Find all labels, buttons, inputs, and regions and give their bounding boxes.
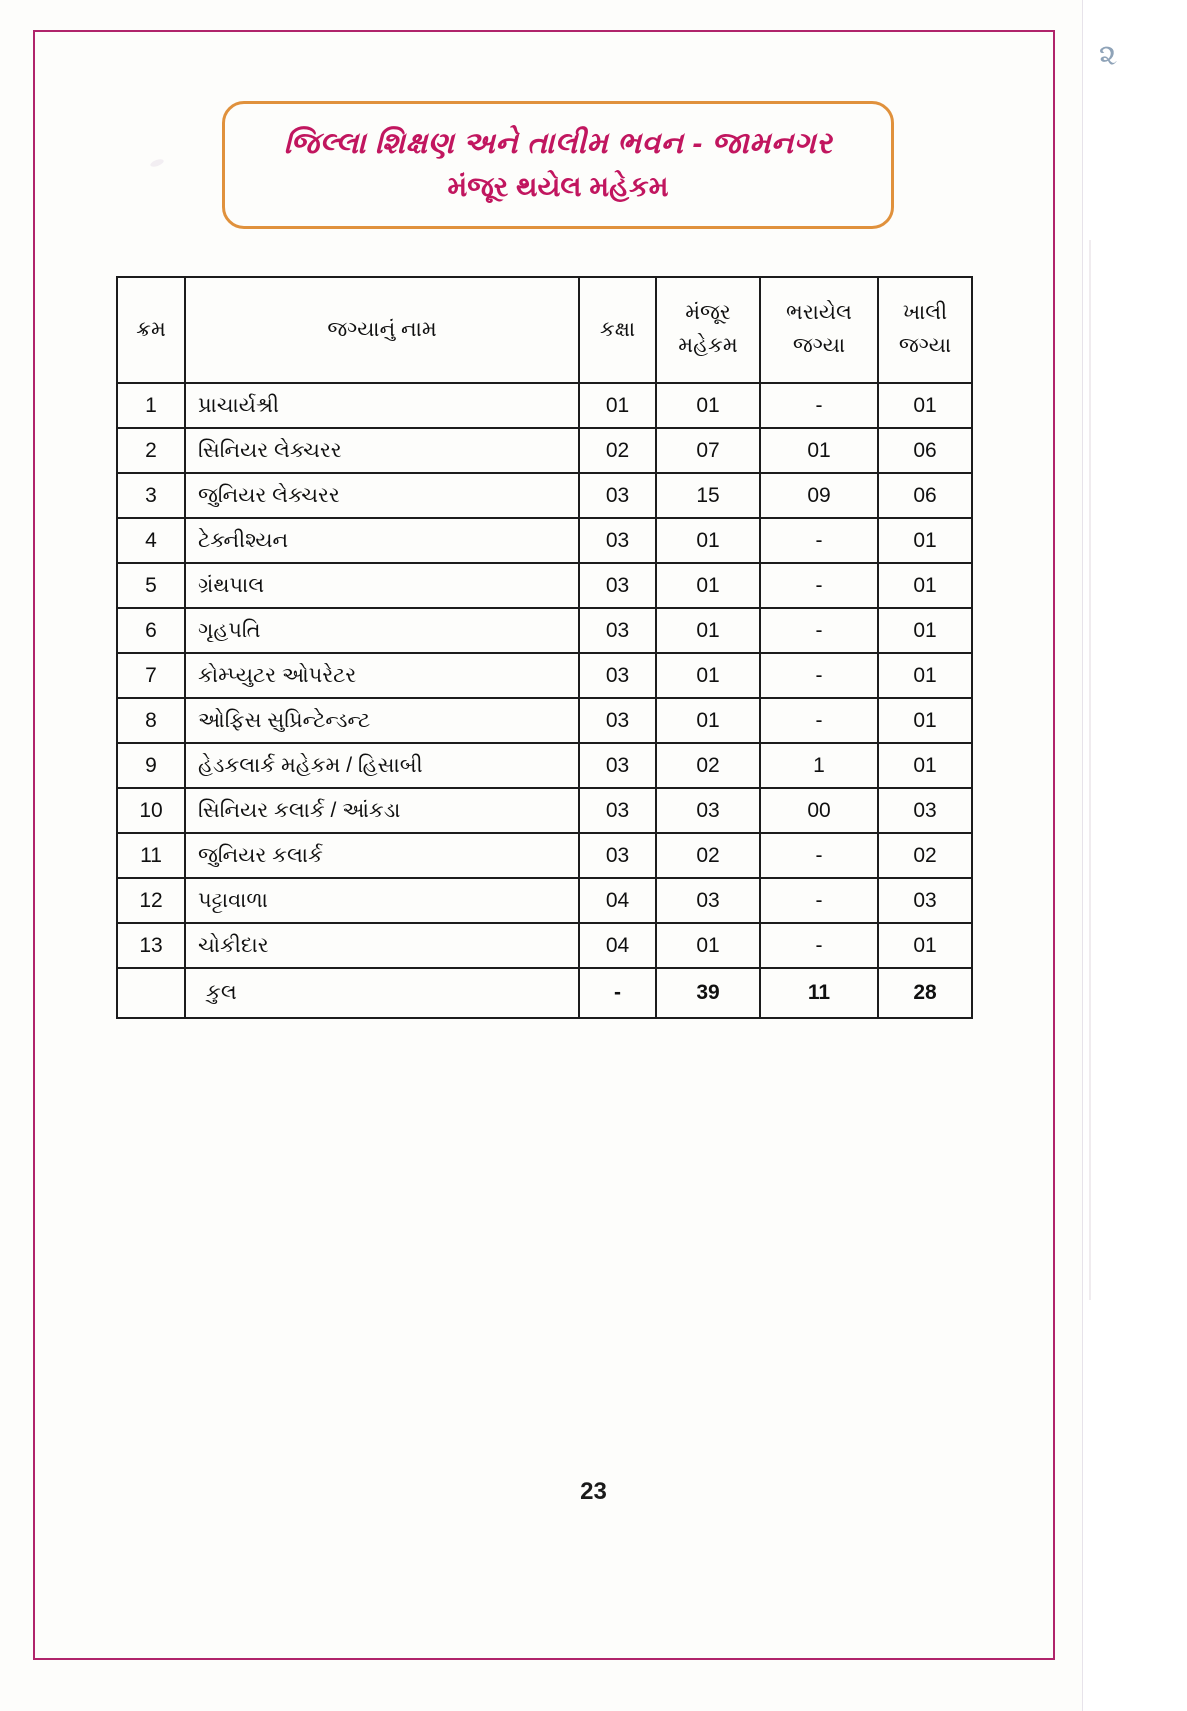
cell-sanctioned: 01 — [656, 698, 760, 743]
cell-vacant: 01 — [878, 698, 972, 743]
cell-class: 01 — [579, 383, 656, 428]
cell-class: 03 — [579, 473, 656, 518]
cell-serial: 2 — [117, 428, 185, 473]
cell-post-name: પટ્ટાવાળા — [185, 878, 579, 923]
cell-class: 03 — [579, 653, 656, 698]
cell-post-name: ગ્રંથપાલ — [185, 563, 579, 608]
cell-post-name: ઓફિસ સુપ્રિન્ટેન્ડન્ટ — [185, 698, 579, 743]
cell-filled: 00 — [760, 788, 878, 833]
page-gutter-strip — [1082, 0, 1187, 1711]
table-row — [117, 923, 972, 968]
cell-serial: 8 — [117, 698, 185, 743]
cell-post-name: જુનિયર લેક્ચરર — [185, 473, 579, 518]
cell-post-name: કોમ્પ્યુટર ઓપરેટર — [185, 653, 579, 698]
cell-filled: - — [760, 923, 878, 968]
cell-filled: - — [760, 878, 878, 923]
table-row — [117, 518, 972, 563]
cell-sanctioned: 03 — [656, 878, 760, 923]
column-header-vacant-top: ખાલી — [902, 301, 948, 325]
table-row — [117, 878, 972, 923]
column-header-filled — [760, 277, 878, 383]
cell-sanctioned: 15 — [656, 473, 760, 518]
table-row — [117, 428, 972, 473]
cell-class: 03 — [579, 743, 656, 788]
cell-post-name: સિનિયર લેક્ચરર — [185, 428, 579, 473]
cell-serial: 12 — [117, 878, 185, 923]
cell-sanctioned: 39 — [656, 968, 760, 1018]
cell-class: 03 — [579, 608, 656, 653]
cell-vacant: 01 — [878, 608, 972, 653]
cell-class: 04 — [579, 923, 656, 968]
cell-serial: 11 — [117, 833, 185, 878]
title-box — [222, 101, 894, 229]
page-subtitle: મંજૂર થયેલ મહેકમ — [447, 170, 669, 202]
cell-filled: - — [760, 518, 878, 563]
cell-serial: 7 — [117, 653, 185, 698]
column-header-vacant — [878, 277, 972, 383]
cell-filled: - — [760, 563, 878, 608]
cell-class: - — [579, 968, 656, 1018]
cell-sanctioned: 01 — [656, 563, 760, 608]
table-total-row — [117, 968, 972, 1018]
cell-vacant: 01 — [878, 743, 972, 788]
cell-post-name: પ્રાચાર્યશ્રી — [185, 383, 579, 428]
sanctioned-staff-table — [116, 276, 973, 1019]
cell-vacant: 01 — [878, 383, 972, 428]
table-row — [117, 383, 972, 428]
column-header-filled-top: ભરાયેલ — [786, 301, 852, 325]
cell-filled: - — [760, 698, 878, 743]
table-row — [117, 608, 972, 653]
table-row — [117, 473, 972, 518]
cell-post-name: હેડકલાર્ક મહેકમ / હિસાબી — [185, 743, 579, 788]
table-row — [117, 563, 972, 608]
table-row — [117, 833, 972, 878]
cell-class: 03 — [579, 833, 656, 878]
table-row — [117, 788, 972, 833]
cell-vacant: 06 — [878, 428, 972, 473]
handwritten-page-mark: ૨ — [1097, 36, 1120, 75]
table-header-row — [117, 277, 972, 383]
cell-total-label: કુલ — [185, 968, 579, 1018]
table-row — [117, 653, 972, 698]
cell-sanctioned: 01 — [656, 653, 760, 698]
cell-post-name: સિનિયર કલાર્ક / આંકડા — [185, 788, 579, 833]
cell-serial: 4 — [117, 518, 185, 563]
column-header-sanctioned-bottom: મહેકમ — [678, 334, 738, 357]
page-number: 23 — [580, 1478, 607, 1505]
cell-filled: - — [760, 383, 878, 428]
cell-serial: 10 — [117, 788, 185, 833]
table-row — [117, 698, 972, 743]
cell-serial: 5 — [117, 563, 185, 608]
cell-sanctioned: 02 — [656, 833, 760, 878]
cell-serial: 13 — [117, 923, 185, 968]
cell-filled: 11 — [760, 968, 878, 1018]
column-header-serial — [117, 277, 185, 383]
cell-sanctioned: 01 — [656, 383, 760, 428]
cell-post-name: જુનિયર કલાર્ક — [185, 833, 579, 878]
cell-sanctioned: 07 — [656, 428, 760, 473]
cell-filled: - — [760, 653, 878, 698]
cell-vacant: 28 — [878, 968, 972, 1018]
cell-serial: 9 — [117, 743, 185, 788]
cell-vacant: 01 — [878, 923, 972, 968]
cell-post-name: ગૃહપતિ — [185, 608, 579, 653]
column-header-class-text: કક્ષા — [599, 317, 636, 341]
cell-sanctioned: 01 — [656, 608, 760, 653]
cell-post-name: ચોકીદાર — [185, 923, 579, 968]
column-header-filled-bottom: જગ્યા — [792, 334, 846, 357]
cell-vacant: 03 — [878, 878, 972, 923]
cell-sanctioned: 01 — [656, 518, 760, 563]
cell-serial: 1 — [117, 383, 185, 428]
table-row — [117, 743, 972, 788]
cell-filled: 09 — [760, 473, 878, 518]
cell-class: 03 — [579, 698, 656, 743]
column-header-sanctioned-top: મંજૂર — [685, 301, 731, 325]
column-header-post-name — [185, 277, 579, 383]
cell-vacant: 01 — [878, 563, 972, 608]
cell-serial — [117, 968, 185, 1018]
cell-serial: 6 — [117, 608, 185, 653]
column-header-sanctioned — [656, 277, 760, 383]
cell-sanctioned: 03 — [656, 788, 760, 833]
column-header-serial-text: ક્રમ — [136, 317, 166, 341]
column-header-class — [579, 277, 656, 383]
column-header-vacant-bottom: જગ્યા — [898, 334, 952, 357]
cell-filled: 01 — [760, 428, 878, 473]
cell-class: 03 — [579, 563, 656, 608]
cell-class: 03 — [579, 788, 656, 833]
cell-vacant: 03 — [878, 788, 972, 833]
cell-filled: - — [760, 833, 878, 878]
cell-class: 02 — [579, 428, 656, 473]
cell-post-name: ટેક્નીશ્યન — [185, 518, 579, 563]
cell-vacant: 01 — [878, 653, 972, 698]
cell-vacant: 01 — [878, 518, 972, 563]
cell-filled: - — [760, 608, 878, 653]
cell-vacant: 02 — [878, 833, 972, 878]
page-title: જિલ્લા શિક્ષણ અને તાલીમ ભવન - જામનગર — [283, 126, 833, 160]
cell-filled: 1 — [760, 743, 878, 788]
cell-class: 04 — [579, 878, 656, 923]
cell-sanctioned: 01 — [656, 923, 760, 968]
cell-serial: 3 — [117, 473, 185, 518]
cell-class: 03 — [579, 518, 656, 563]
cell-sanctioned: 02 — [656, 743, 760, 788]
table-body — [117, 383, 972, 1018]
column-header-post-name-text: જગ્યાનું નામ — [327, 317, 437, 341]
cell-vacant: 06 — [878, 473, 972, 518]
